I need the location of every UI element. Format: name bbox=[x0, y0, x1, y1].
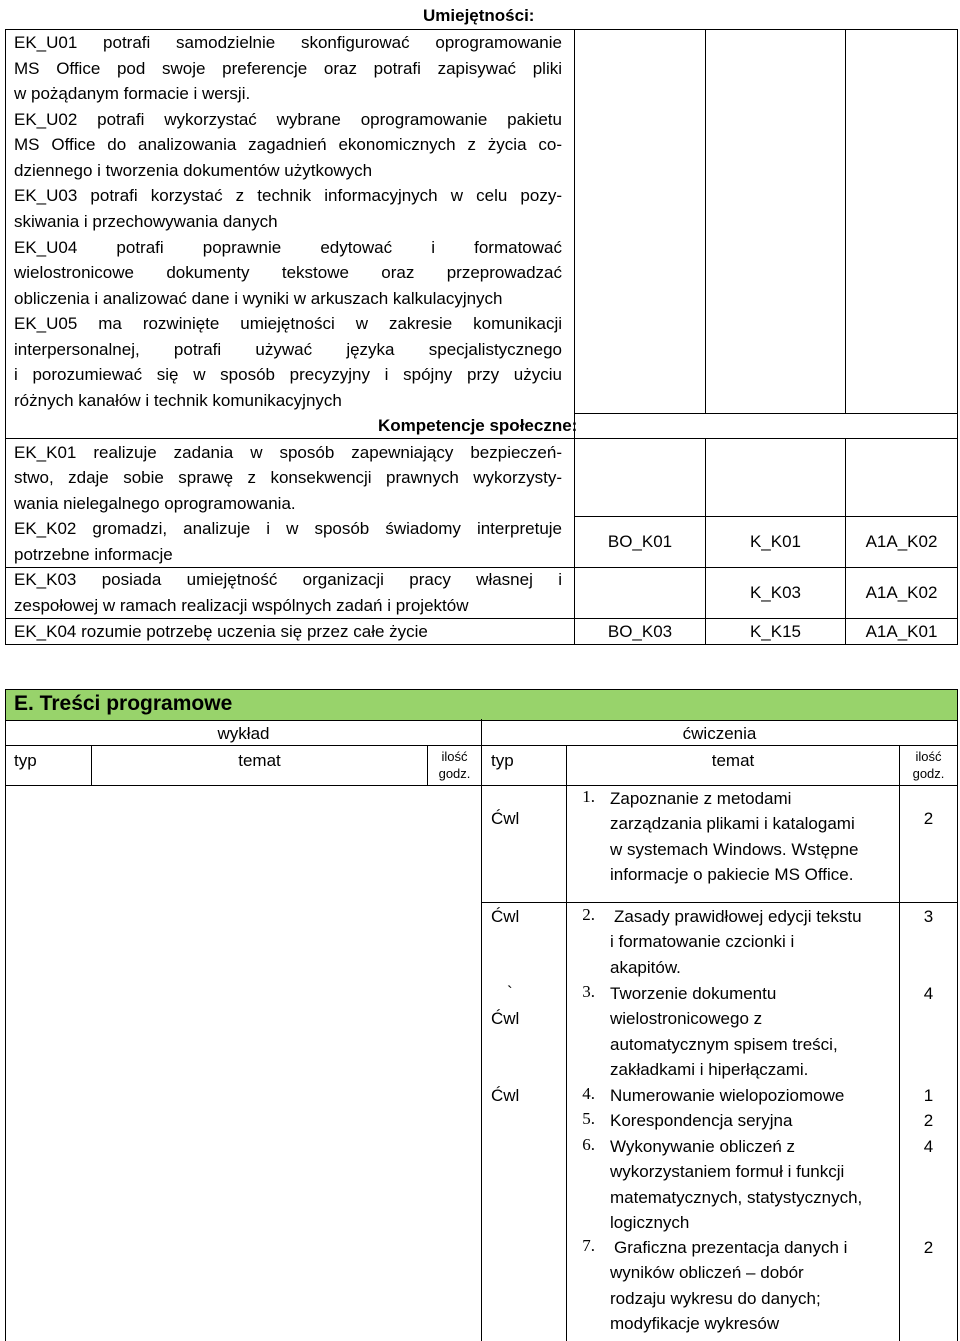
k02-code-k: K_K01 bbox=[749, 532, 802, 551]
k02-code-a1a: A1A_K02 bbox=[865, 532, 938, 551]
exercises-col-temat: temat bbox=[711, 751, 755, 770]
item-number: 4. bbox=[582, 1084, 595, 1103]
item-number: 2. bbox=[582, 905, 595, 924]
item-text: Numerowanie wielopoziomowe bbox=[610, 1086, 845, 1105]
exercise-type: Ćwl bbox=[491, 809, 520, 828]
item-text: Graficzna prezentacja danych i bbox=[614, 1238, 848, 1257]
exercise-type: Ćwl bbox=[491, 907, 520, 926]
competences-heading: Kompetencje społeczne: bbox=[378, 416, 578, 435]
skills-heading: Umiejętności: bbox=[423, 6, 535, 25]
exercise-hours: 1 bbox=[923, 1086, 934, 1105]
item-text: Korespondencja seryjna bbox=[610, 1111, 793, 1130]
item-text: Zasady prawidłowej edycji tekstu bbox=[614, 907, 862, 926]
exercise-hours: 4 bbox=[923, 984, 934, 1003]
exercise-hours: 2 bbox=[923, 809, 934, 828]
item-number: 7. bbox=[582, 1236, 595, 1255]
k04-code-k: K_K15 bbox=[749, 622, 802, 641]
k03-code-a1a: A1A_K02 bbox=[865, 583, 938, 602]
exercise-type-mark: ` bbox=[507, 983, 513, 1002]
exercise-hours: 4 bbox=[923, 1137, 934, 1156]
item-number: 6. bbox=[582, 1135, 595, 1154]
exercise-hours: 2 bbox=[923, 1111, 934, 1130]
k04-code-a1a: A1A_K01 bbox=[865, 622, 938, 641]
exercises-header: ćwiczenia bbox=[682, 724, 757, 743]
exercise-type: Ćwl bbox=[491, 1009, 520, 1028]
exercise-type: Ćwl bbox=[491, 1086, 520, 1105]
item-number: 3. bbox=[582, 982, 595, 1001]
exercise-hours: 3 bbox=[923, 907, 934, 926]
section-e-title: E. Treści programowe bbox=[14, 692, 233, 715]
k04-code-bo: BO_K03 bbox=[607, 622, 673, 641]
item-text: Zapoznanie z metodami bbox=[610, 789, 792, 808]
exercise-hours: 2 bbox=[923, 1238, 934, 1257]
exercises-col-typ: typ bbox=[491, 751, 514, 770]
item-text: Tworzenie dokumentu bbox=[610, 984, 777, 1003]
section-e-header bbox=[5, 689, 958, 721]
item-number: 1. bbox=[582, 787, 595, 806]
item-number: 5. bbox=[582, 1109, 595, 1128]
item-text: Wykonywanie obliczeń z bbox=[610, 1137, 796, 1156]
k02-code-bo: BO_K01 bbox=[607, 532, 673, 551]
lecture-col-typ: typ bbox=[14, 751, 37, 770]
lecture-header: wykład bbox=[217, 724, 270, 743]
lecture-col-temat: temat bbox=[238, 751, 281, 770]
k03-code-k: K_K03 bbox=[749, 583, 802, 602]
